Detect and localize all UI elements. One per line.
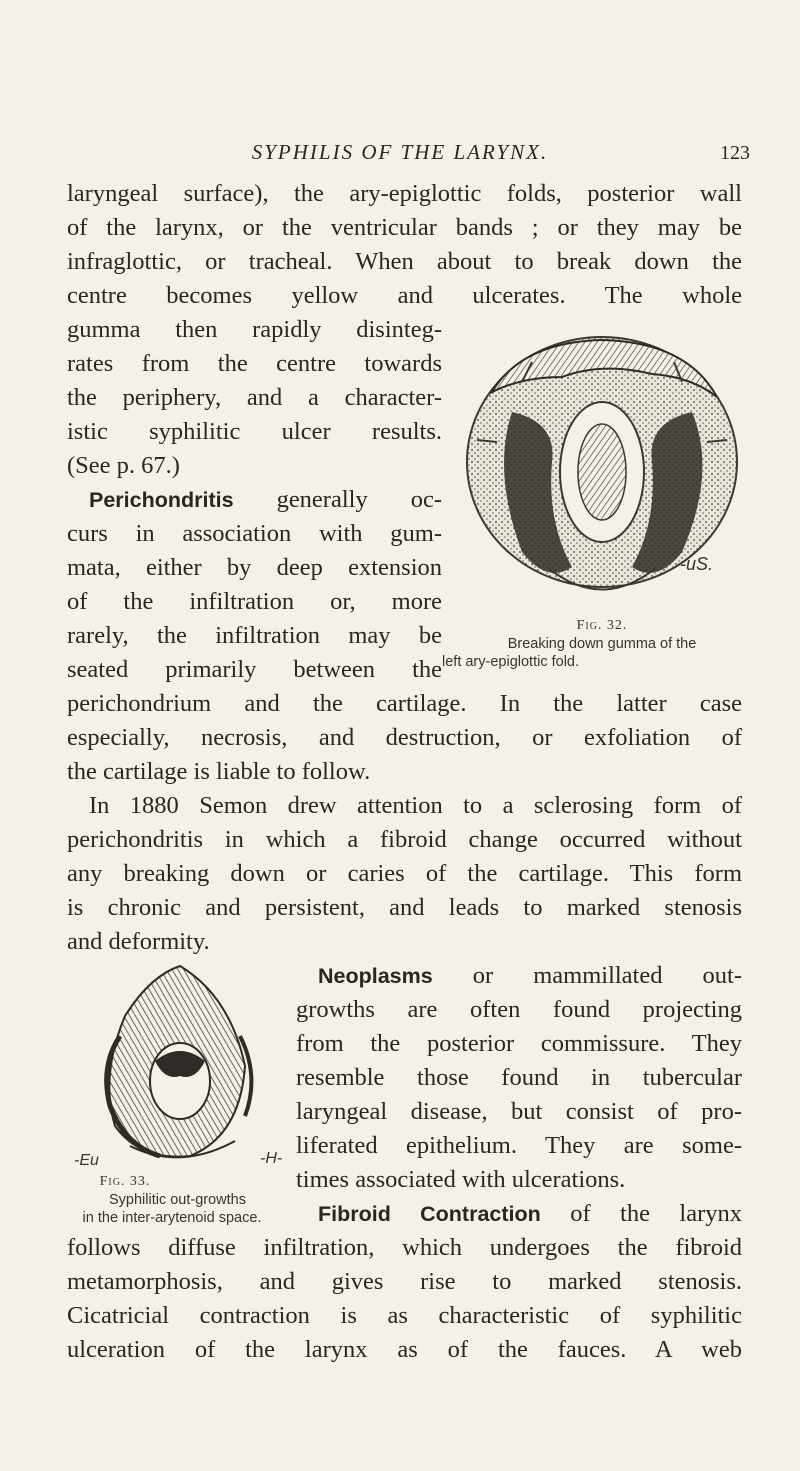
outgrowths-illustration xyxy=(60,956,295,1176)
text-line: growths are often found projecting xyxy=(296,996,742,1023)
fibroid-paragraph-start: Fibroid Contraction of the larynx xyxy=(318,1200,742,1227)
text-line: liferated epithelium. They are some- xyxy=(296,1132,742,1159)
text-line: follows diffuse infiltration, which undergoes the fibroid xyxy=(67,1234,742,1261)
text-line: rates from the centre towards xyxy=(67,350,442,377)
text-line: perichondrium and the cartilage. In the latter case xyxy=(67,690,742,717)
figure-33-corner-mark: -Eu xyxy=(74,1152,99,1169)
text-line: mata, either by deep extension xyxy=(67,554,442,581)
perichondritis-heading: Perichondritis xyxy=(89,488,234,512)
text-line: the periphery, and a character- xyxy=(67,384,442,411)
text-line: ulceration of the larynx as of the fauces. A web xyxy=(67,1336,742,1363)
figure-33 xyxy=(60,956,295,1241)
text-line: infraglottic, or tracheal. When about to break down the xyxy=(67,248,742,275)
text-line: laryngeal surface), the ary-epiglottic folds, posterior wall xyxy=(67,180,742,207)
text-line: is chronic and persistent, and leads to marked stenosis xyxy=(67,894,742,921)
figure-32-caption: Breaking down gumma of the xyxy=(507,636,697,652)
text-line: especially, necrosis, and destruction, or exfoliation of xyxy=(67,724,742,751)
figure-33-caption: Syphilitic out-growths xyxy=(109,1192,246,1208)
neoplasms-heading: Neoplasms xyxy=(318,964,433,988)
neoplasms-paragraph-start: Neoplasms or mammillated out- xyxy=(318,962,742,989)
text-line: istic syphilitic ulcer results. xyxy=(67,418,442,445)
text-line: curs in association with gum- xyxy=(67,520,442,547)
text-line: the cartilage is liable to follow. xyxy=(67,758,371,785)
figure-32-label: Fig. 32. xyxy=(576,618,628,633)
figure-32-corner-mark: -uS. xyxy=(680,554,714,574)
text-line: Cicatricial contraction is as characteristic of syphilitic xyxy=(67,1302,742,1329)
text-line: In 1880 Semon drew attention to a sclerosing form of xyxy=(89,792,742,819)
text-line: of the infiltration or, more xyxy=(67,588,442,615)
text-line: laryngeal disease, but consist of pro- xyxy=(296,1098,742,1125)
text-line: from the posterior commissure. They xyxy=(296,1030,742,1057)
text-line: times associated with ulcerations. xyxy=(296,1166,626,1193)
fibroid-heading: Fibroid Contraction xyxy=(318,1202,541,1226)
text-line: seated primarily between the xyxy=(67,656,442,683)
text-line: any breaking down or caries of the cartilage. This form xyxy=(67,860,742,887)
text-line: gumma then rapidly disinteg- xyxy=(67,316,442,343)
text-line: rarely, the infiltration may be xyxy=(67,622,442,649)
gumma-illustration xyxy=(452,322,752,622)
text-line: metamorphosis, and gives rise to marked stenosis. xyxy=(67,1268,742,1295)
text-line: resemble those found in tubercular xyxy=(296,1064,742,1091)
text-line: of the larynx, or the ventricular bands ; or they may be xyxy=(67,214,742,241)
figure-33-corner-mark: -H- xyxy=(260,1150,283,1167)
running-head xyxy=(0,140,800,172)
text-line: (See p. 67.) xyxy=(67,452,180,479)
text-line: centre becomes yellow and ulcerates. The whole xyxy=(67,282,742,309)
running-title: SYPHILIS OF THE LARYNX. xyxy=(251,140,549,164)
figure-33-caption: in the inter-arytenoid space. xyxy=(82,1210,262,1226)
page-number: 123 xyxy=(720,142,750,164)
text-line: perichondritis in which a fibroid change occurred without xyxy=(67,826,742,853)
perichondritis-paragraph-start: Perichondritis generally oc- xyxy=(89,486,442,513)
figure-32 xyxy=(442,322,752,672)
figure-33-label: Fig. 33. xyxy=(99,1174,151,1189)
figure-32-caption: left ary-epiglottic fold. xyxy=(442,654,580,670)
text-line: and deformity. xyxy=(67,928,210,955)
